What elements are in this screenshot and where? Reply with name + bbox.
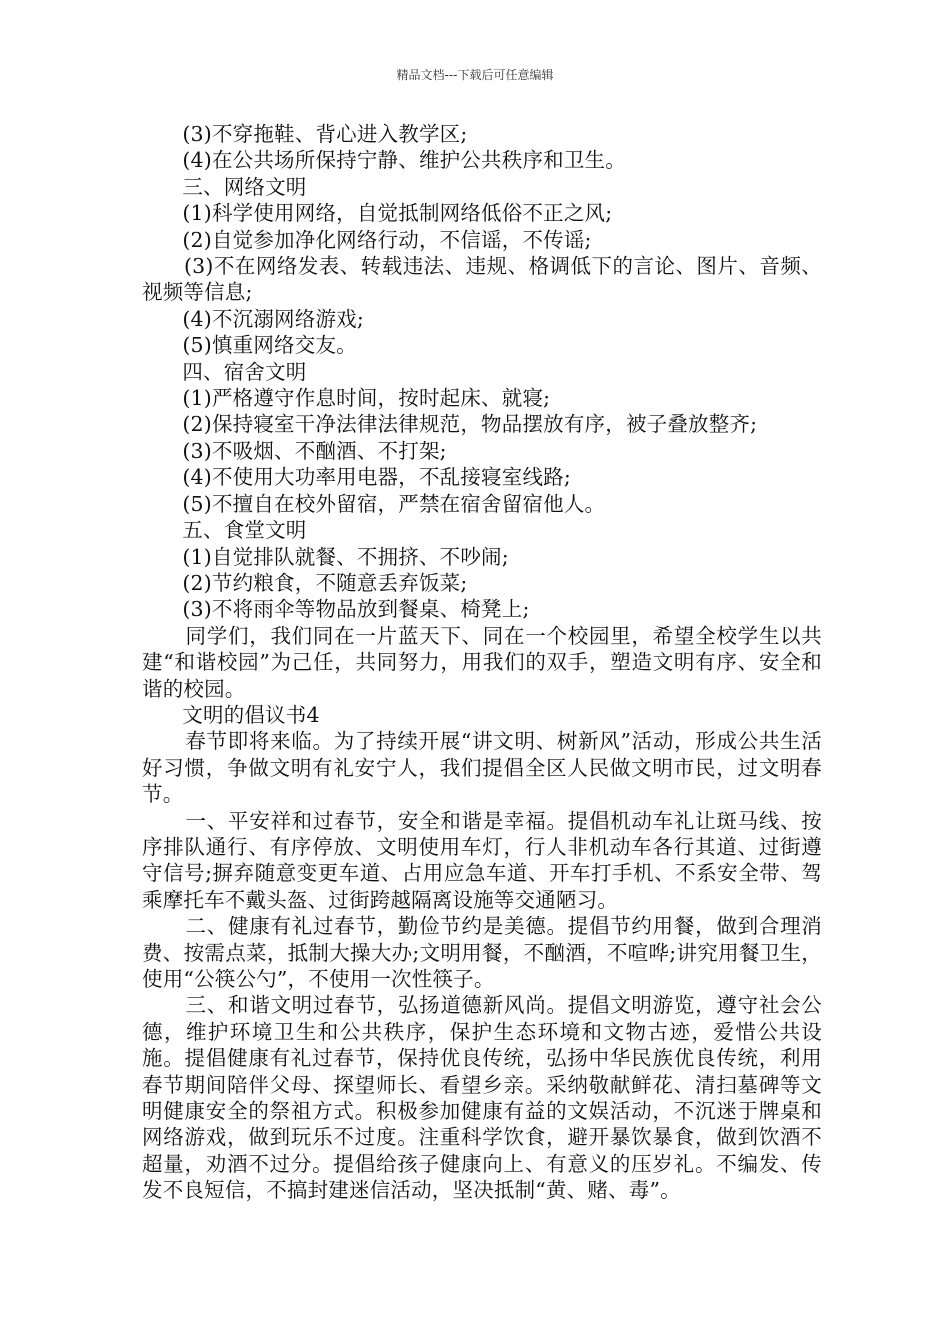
paragraph: (3)不在网络发表、转载违法、违规、格调低下的言论、图片、音频、视频等信息; xyxy=(142,254,822,305)
paragraph: (3)不穿拖鞋、背心进入教学区; xyxy=(142,122,468,146)
paragraph: (2)节约粮食，不随意丢弃饭菜; xyxy=(142,570,468,595)
paragraph: (2)自觉参加净化网络行动，不信谣，不传谣; xyxy=(142,227,592,252)
paragraph: (4)不沉溺网络游戏; xyxy=(142,306,364,331)
section-heading: 五、食堂文明 xyxy=(142,518,307,543)
paragraph: 三、和谐文明过春节，弘扬道德新风尚。提倡文明游览，遵守社会公德，维护环境卫生和公共秩序，保护生态环境和文物古迹，爱惜公共设施。提倡健康有礼过春节，保持优良传统，弘扬中华民族优良传统，利用春节期间陪伴父母、探望师长、看望乡亲。采纳敬献鲜花、清扫墓碑等文明健康安全的祭祖方式。积极参加健康有益的文娱活动，不沉迷于牌桌和网络游戏，做到玩乐不过度。注重科学饮食，避开暴饮暴食，做到饮酒不超量，劝酒不过分。提倡给孩子健康向上、有意义的压岁礼。不编发、传发不良短信，不搞封建迷信活动，坚决抵制“黄、赌、毒”。 xyxy=(142,993,822,1203)
section-heading: 三、网络文明 xyxy=(142,174,307,199)
paragraph: (1)科学使用网络，自觉抵制网络低俗不正之风; xyxy=(142,201,613,226)
section-heading: 四、宿舍文明 xyxy=(142,359,307,384)
paragraph: 二、健康有礼过春节，勤俭节约是美德。提倡节约用餐，做到合理消费、按需点菜，抵制大操大办;文明用餐，不酗酒，不喧哗;讲究用餐卫生，使用“公筷公勺”，不使用一次性筷子。 xyxy=(142,914,822,991)
paragraph: (4)在公共场所保持宁静、维护公共秩序和卫生。 xyxy=(142,148,626,173)
document-body xyxy=(142,121,822,1204)
paragraph: 春节即将来临。为了持续开展“讲文明、树新风”活动，形成公共生活好习惯，争做文明有礼安宁人，我们提倡全区人民做文明市民，过文明春节。 xyxy=(142,729,822,807)
page-header: 精品文档---下载后可任意编辑 xyxy=(396,68,554,82)
paragraph: (1)自觉排队就餐、不拥挤、不吵闹; xyxy=(142,544,509,569)
paragraph: (1)严格遵守作息时间，按时起床、就寝; xyxy=(142,386,551,411)
document-title: 文明的倡议书4 xyxy=(142,702,320,727)
paragraph: 一、平安祥和过春节，安全和谐是幸福。提倡机动车礼让斑马线、按序排队通行、有序停放、文明使用车灯，行人非机动车各行其道、过街遵守信号;摒弃随意变更车道、占用应急车道、开车打手机、不系安全带、驾乘摩托车不戴头盔、过街跨越隔离设施等交通陋习。 xyxy=(142,808,822,912)
paragraph: (4)不使用大功率用电器，不乱接寝室线路; xyxy=(142,465,571,490)
paragraph: (5)慎重网络交友。 xyxy=(142,333,357,358)
paragraph: (2)保持寝室干净法律法律规范，物品摆放有序，被子叠放整齐; xyxy=(142,412,758,437)
paragraph: (5)不擅自在校外留宿，严禁在宿舍留宿他人。 xyxy=(142,491,606,516)
paragraph: (3)不将雨伞等物品放到餐桌、椅凳上; xyxy=(142,597,530,622)
paragraph: 同学们，我们同在一片蓝天下、同在一个校园里，希望全校学生以共建“和谐校园”为己任，共同努力，用我们的双手，塑造文明有序、安全和谐的校园。 xyxy=(142,623,822,701)
paragraph: (3)不吸烟、不酗酒、不打架; xyxy=(142,438,447,463)
